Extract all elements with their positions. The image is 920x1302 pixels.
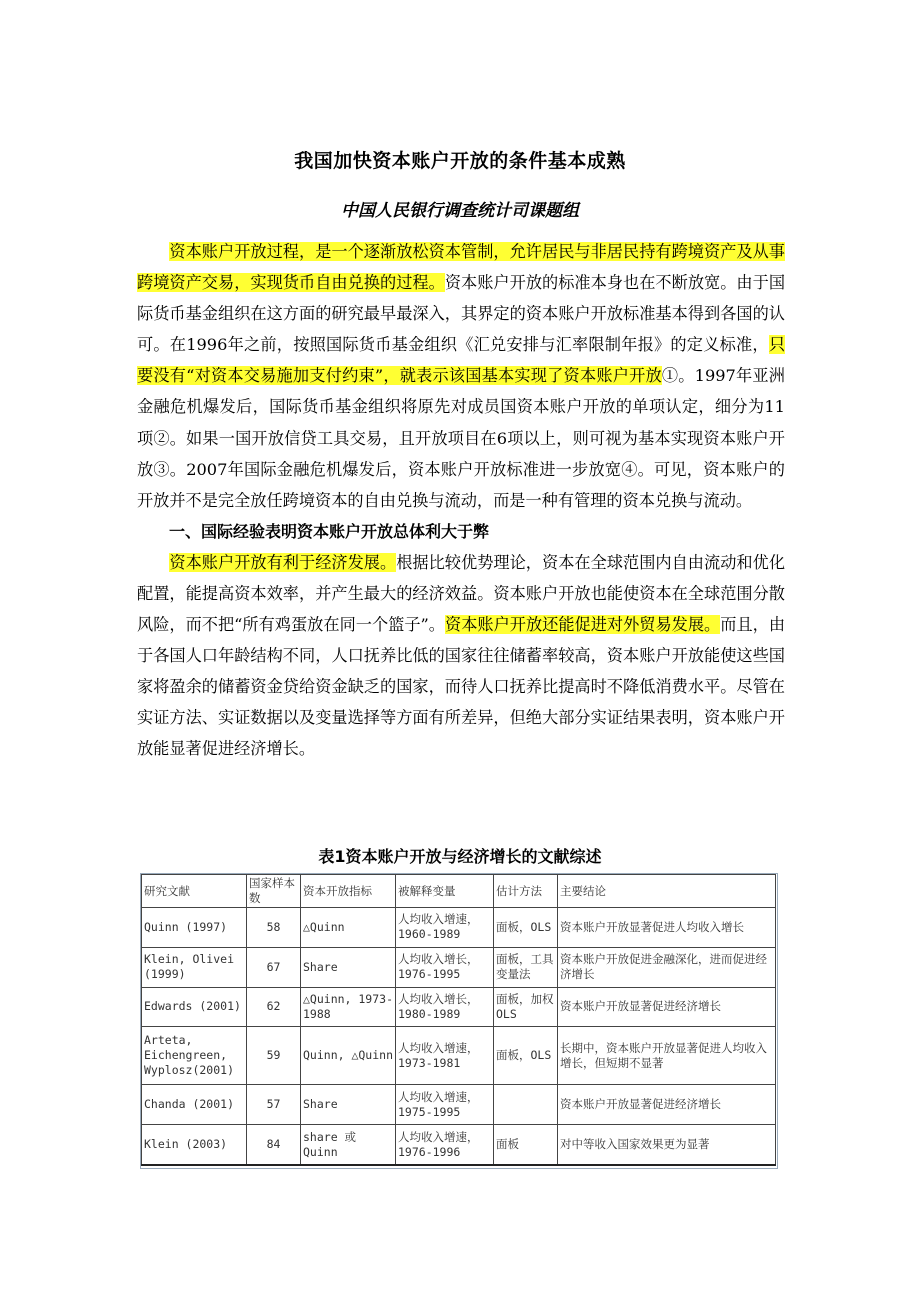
table-row <box>142 987 776 1027</box>
highlighted-text: 资本账户开放过程，是一个逐渐放松资本管制，允许居民与非居民持有跨境资产及从事跨境资产交易，实现货币自由兑换的过程。 <box>137 242 785 293</box>
table-cell: 面板 <box>494 1125 558 1165</box>
paragraph-text: 根据比较优势理论，资本在全球范围内自由流动和优化配置，能提高资本效率，并产生最大的经济效益。资本账户开放也能使资本在全球范围分散风险，而不把“所有鸡蛋放在同一个篮子”。 <box>137 552 786 635</box>
column-header: 估计方法 <box>494 875 558 908</box>
table-row <box>142 1085 776 1125</box>
column-header: 国家样本数 <box>247 875 301 908</box>
table-cell: share 或 Quinn <box>301 1125 396 1165</box>
document-author: 中国人民银行调查统计司课题组 <box>341 201 579 221</box>
table-row <box>142 908 776 948</box>
column-header: 研究文献 <box>142 875 247 908</box>
table-cell: 57 <box>247 1085 301 1125</box>
table-cell: Quinn (1997) <box>142 908 247 948</box>
table-cell: 面板，OLS <box>494 908 558 948</box>
paragraph-2 <box>137 547 785 765</box>
table-cell: 人均收入增长，1980-1989 <box>396 987 494 1027</box>
column-header: 被解释变量 <box>396 875 494 908</box>
table-cell: 人均收入增速，1975-1995 <box>396 1085 494 1125</box>
table-cell: Chanda (2001) <box>142 1085 247 1125</box>
table-cell: Klein (2003) <box>142 1125 247 1165</box>
table-cell: 资本账户开放促进金融深化，进而促进经济增长 <box>558 947 776 987</box>
table-cell: 面板，OLS <box>494 1027 558 1085</box>
table-cell: Quinn, △Quinn <box>301 1027 396 1085</box>
table-caption: 表1资本账户开放与经济增长的文献综述 <box>318 847 602 866</box>
table-cell: 59 <box>247 1027 301 1085</box>
column-header: 主要结论 <box>558 875 776 908</box>
table-row <box>142 1027 776 1085</box>
section-heading: 一、国际经验表明资本账户开放总体利大于弊 <box>169 521 490 541</box>
document-body <box>137 236 785 765</box>
paragraph-text: ①。1997年亚洲金融危机爆发后，国际货币基金组织将原先对成员国资本账户开放的单项认定，细分为11项②。如果一国开放信贷工具交易，且开放项目在6项以上，则可视为基本实现资本账户开放③。2007年国际金融危机爆发后，资本账户开放标准进一步放宽④。可见，资本账户的开放并不是完全放任跨境资本的自由兑换与流动，而是一种有管理的资本兑换与流动。 <box>137 366 785 510</box>
table-cell: Share <box>301 1085 396 1125</box>
table-cell: 67 <box>247 947 301 987</box>
highlighted-text: 只要没有“对资本交易施加支付约束”，就表示该国基本实现了资本账户开放 <box>137 335 785 386</box>
literature-table-image <box>140 873 778 1169</box>
document-title: 我国加快资本账户开放的条件基本成熟 <box>294 150 626 172</box>
table-cell <box>494 1085 558 1125</box>
paragraph-text: 资本账户开放的标准本身也在不断放宽。由于国际货币基金组织在这方面的研究最早最深入，其界定的资本账户开放标准基本得到各国的认可。在1996年之前，按照国际货币基金组织《汇兑安排与汇率限制年报》的定义标准， <box>137 273 786 355</box>
table-cell: 人均收入增速，1973-1981 <box>396 1027 494 1085</box>
table-cell: 资本账户开放显著促进人均收入增长 <box>558 908 776 948</box>
table-cell: 人均收入增速，1976-1996 <box>396 1125 494 1165</box>
table-cell: 资本账户开放显著促进经济增长 <box>558 1085 776 1125</box>
highlighted-text: 资本账户开放还能促进对外贸易发展。 <box>445 615 721 635</box>
column-header: 资本开放指标 <box>301 875 396 908</box>
literature-table <box>141 874 776 1166</box>
table-cell: △Quinn <box>301 908 396 948</box>
table-cell: Edwards (2001) <box>142 987 247 1027</box>
highlighted-text: 资本账户开放有利于经济发展。 <box>169 552 397 572</box>
table-row <box>142 947 776 987</box>
paragraph-1 <box>137 236 785 516</box>
table-cell: 62 <box>247 987 301 1027</box>
table-cell: 对中等收入国家效果更为显著 <box>558 1125 776 1165</box>
table-cell: 84 <box>247 1125 301 1165</box>
table-cell: 面板，工具变量法 <box>494 947 558 987</box>
table-cell: Share <box>301 947 396 987</box>
paragraph-text: 而且，由于各国人口年龄结构不同，人口抚养比低的国家往往储蓄率较高，资本账户开放能使这些国家将盈余的储蓄资金贷给资金缺乏的国家，而待人口抚养比提高时不降低消费水平。尽管在实证方法、实证数据以及变量选择等方面有所差异，但绝大部分实证结果表明，资本账户开放能显著促进经济增长。 <box>137 615 786 759</box>
table-cell: 长期中，资本账户开放显著促进人均收入增长，但短期不显著 <box>558 1027 776 1085</box>
table-header-row <box>142 875 776 908</box>
table-cell: 面板，加权OLS <box>494 987 558 1027</box>
table-row <box>142 1125 776 1165</box>
table-cell: 人均收入增长，1976-1995 <box>396 947 494 987</box>
table-cell: △Quinn, 1973-1988 <box>301 987 396 1027</box>
table-cell: 58 <box>247 908 301 948</box>
table-cell: 人均收入增速，1960-1989 <box>396 908 494 948</box>
table-cell: Arteta, Eichengreen, Wyplosz(2001) <box>142 1027 247 1085</box>
table-cell: Klein, Olivei (1999) <box>142 947 247 987</box>
table-cell: 资本账户开放显著促进经济增长 <box>558 987 776 1027</box>
